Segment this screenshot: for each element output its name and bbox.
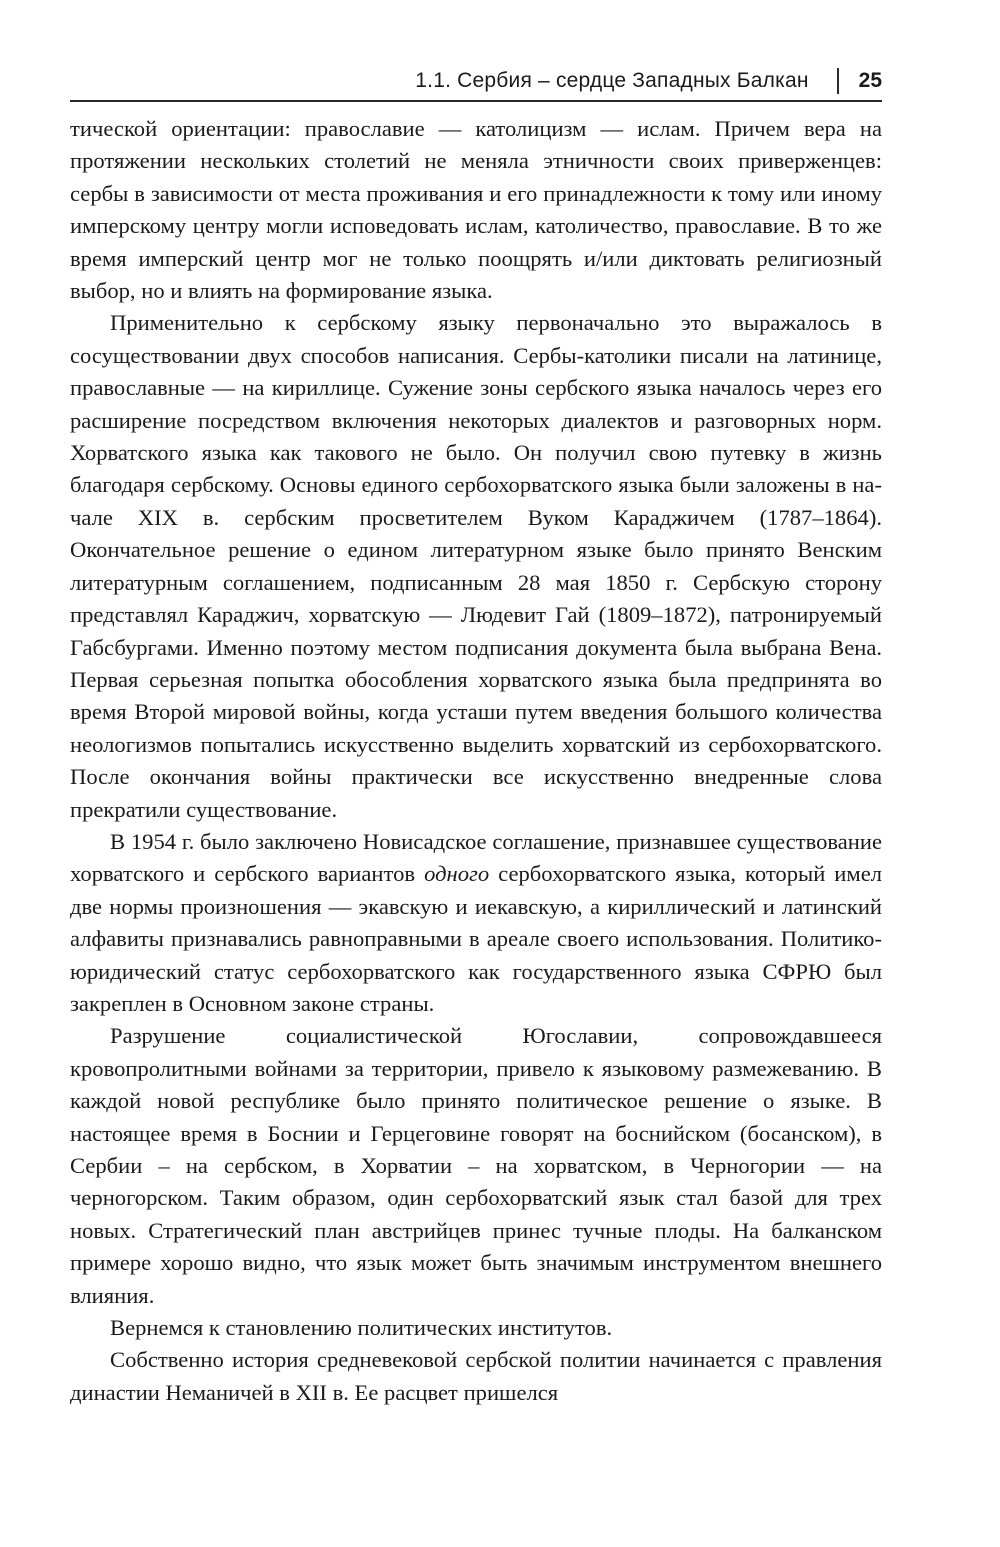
emphasized-word: одного (424, 861, 490, 887)
paragraph-3: В 1954 г. было заключено Новисадское соглашение, признавшее существование хорватского и сербского вариантов одного сербохорватского языка, который имел две нормы произношения — экавскую и иекавскую, а кириллический и латинский алфавиты признавались равноправными в ареале своего использования. Политико-юридический статус сербохорватского как государственного языка СФРЮ был закреплен в Основном законе страны. (70, 828, 883, 1016)
page-number: 25 (858, 69, 882, 92)
paragraph-6: Собственно история средневековой сербской политии начинается с правления династии Неманичей в XII в. Ее расцвет пришелся (70, 1347, 882, 1405)
running-header (70, 60, 882, 102)
running-title: 1.1. Сербия – сердце Западных Балкан (415, 69, 809, 92)
paragraph-5: Вернемся к становлению политических институтов. (110, 1315, 613, 1341)
paragraph-4: Разрушение социалистической Югославии, сопровождавшееся кровопролитными войнами за территории, привело к языковому размежеванию. В каждой новой республике было принято политическое решение о языке. В настоящее время в Боснии и Герцеговине говорят на боснийском (босанском), в Сербии – на сербском, в Хорватии – на хорватском, в Черногории — на черногорском. Таким образом, один сербохорватский язык стал базой для трех новых. Стратегический план австрийцев принес тучные плоды. На балканском примере хорошо видно, что язык может быть значимым инструментом внешнего влияния. (70, 1023, 882, 1308)
body-text (70, 113, 882, 1409)
paragraph-1: тической ориентации: православие — католицизм — ислам. Причем вера на протяжении нескольких столетий не меняла этничности своих приверженцев: сербы в зависимости от места проживания и его принадлежности к тому или иному имперскому центру могли исповедовать ислам, католичество, православие. В то же время имперский центр мог не только поощрять и/или диктовать религиозный выбор, но и влиять на формирование языка. (70, 116, 882, 304)
header-divider (837, 68, 839, 94)
paragraph-2: Применительно к сербскому языку первоначально это выражалось в сосуществовании двух способов написания. Сербы-католики писали на латинице, православные — на кириллице. Сужение зоны сербского языка началось через его расширение посредством включения некоторых диалектов и разговорных норм. Хорватского языка как такового не было. Он получил свою путевку в жизнь благодаря сербскому. Основы единого сербохорватского языка были заложены в начале XIX в. сербским просветителем Вуком Караджичем (1787–1864). Окончательное решение о едином литературном языке было принято Венским литературным соглашением, подписанным 28 мая 1850 г. Сербскую сторону представлял Караджич, хорватскую — Людевит Гай (1809–1872), патронируемый Габсбургами. Именно поэтому местом подписания документа была выбрана Вена. Первая серьезная попытка обособления хорватского языка была предпринята во время Второй мировой войны, когда усташи путем введения большого количества неологизмов попытались искусственно выделить хорватский из сербохорватского. После окончания войны практически все искусственно внедренные слова прекратили существование. (70, 310, 882, 822)
header-content (415, 68, 882, 94)
